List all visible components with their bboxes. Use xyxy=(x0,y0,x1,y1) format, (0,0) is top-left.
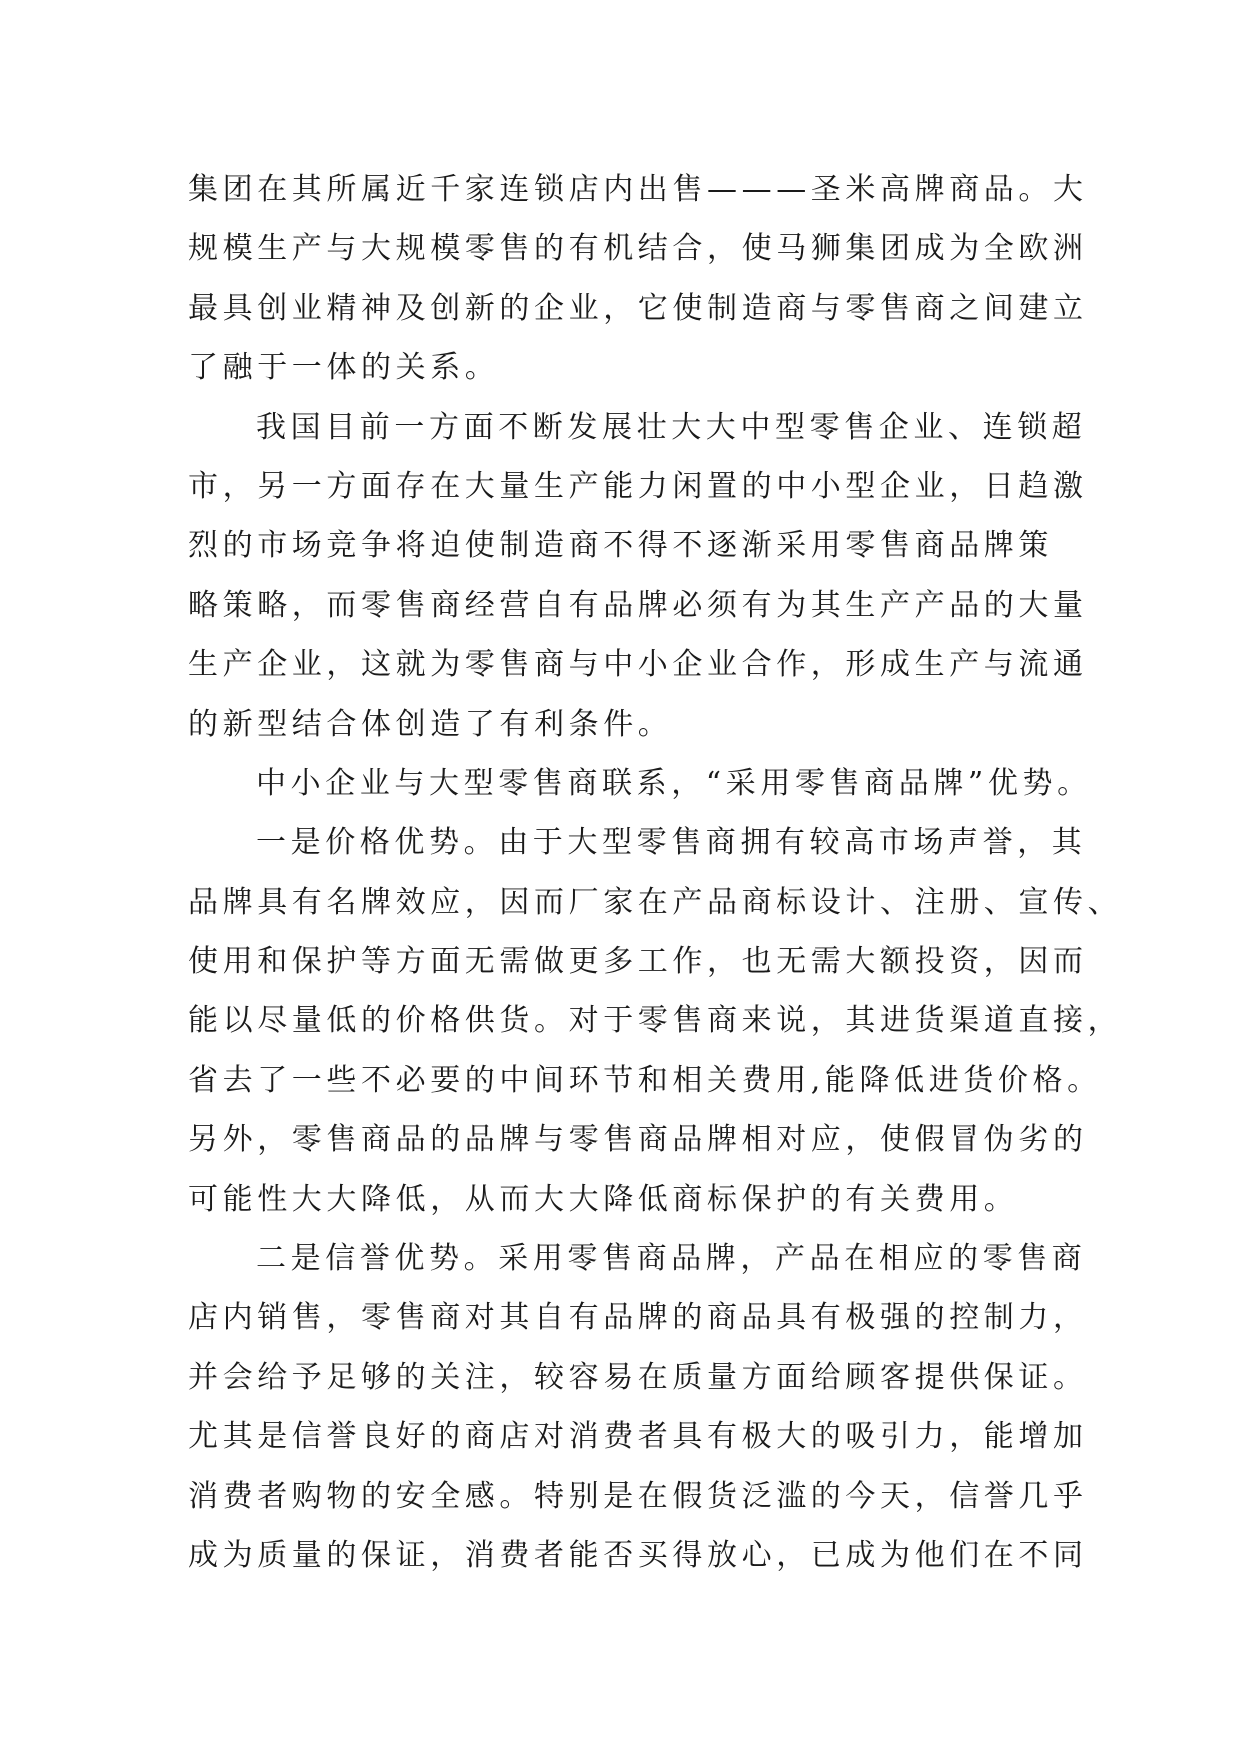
text-line: 规模生产与大规模零售的有机结合，使马狮集团成为全欧洲 xyxy=(188,231,1088,267)
text-line: 消费者购物的安全感。特别是在假货泛滥的今天，信誉几乎 xyxy=(188,1478,1088,1514)
text-line: 店内销售，零售商对其自有品牌的商品具有极强的控制力， xyxy=(188,1300,1088,1336)
text-line: 使用和保护等方面无需做更多工作，也无需大额投资，因而 xyxy=(188,944,1088,980)
text-line: 省去了一些不必要的中间环节和相关费用,能降低进货价格。 xyxy=(188,1062,1102,1098)
text-line: 成为质量的保证，消费者能否买得放心，已成为他们在不同 xyxy=(188,1537,1088,1573)
text-line: 烈的市场竞争将迫使制造商不得不逐渐采用零售商品牌策 xyxy=(188,528,1053,564)
text-line: 市，另一方面存在大量生产能力闲置的中小型企业，日趋激 xyxy=(188,468,1088,504)
text-line: 尤其是信誉良好的商店对消费者具有极大的吸引力，能增加 xyxy=(188,1419,1088,1455)
text-line: 生产企业，这就为零售商与中小企业合作，形成生产与流通 xyxy=(188,647,1088,683)
paragraph-start-line: 中小企业与大型零售商联系，“采用零售商品牌”优势。 xyxy=(256,765,1092,801)
text-line: 能以尽量低的价格供货。对于零售商来说，其进货渠道直接， xyxy=(188,1003,1123,1039)
text-line: 可能性大大降低，从而大大降低商标保护的有关费用。 xyxy=(188,1181,1019,1217)
paragraph-start-line: 我国目前一方面不断发展壮大大中型零售企业、连锁超 xyxy=(256,409,1087,445)
body-text xyxy=(188,160,1123,1585)
paragraph-start-line: 二是信誉优势。采用零售商品牌，产品在相应的零售商 xyxy=(256,1241,1087,1277)
text-line: 品牌具有名牌效应，因而厂家在产品商标设计、注册、宣传、 xyxy=(188,884,1123,920)
text-line: 最具创业精神及创新的企业，它使制造商与零售商之间建立 xyxy=(188,290,1088,326)
text-line: 了融于一体的关系。 xyxy=(188,350,500,386)
text-line: 略策略，而零售商经营自有品牌必须有为其生产产品的大量 xyxy=(188,587,1088,623)
text-line: 集团在其所属近千家连锁店内出售———圣米高牌商品。大 xyxy=(188,172,1088,207)
paragraph-start-line: 一是价格优势。由于大型零售商拥有较高市场声誉，其 xyxy=(256,825,1087,861)
text-line: 并会给予足够的关注，较容易在质量方面给顾客提供保证。 xyxy=(188,1359,1088,1395)
text-line: 另外，零售商品的品牌与零售商品牌相对应，使假冒伪劣的 xyxy=(188,1122,1088,1158)
text-line: 的新型结合体创造了有利条件。 xyxy=(188,706,673,742)
